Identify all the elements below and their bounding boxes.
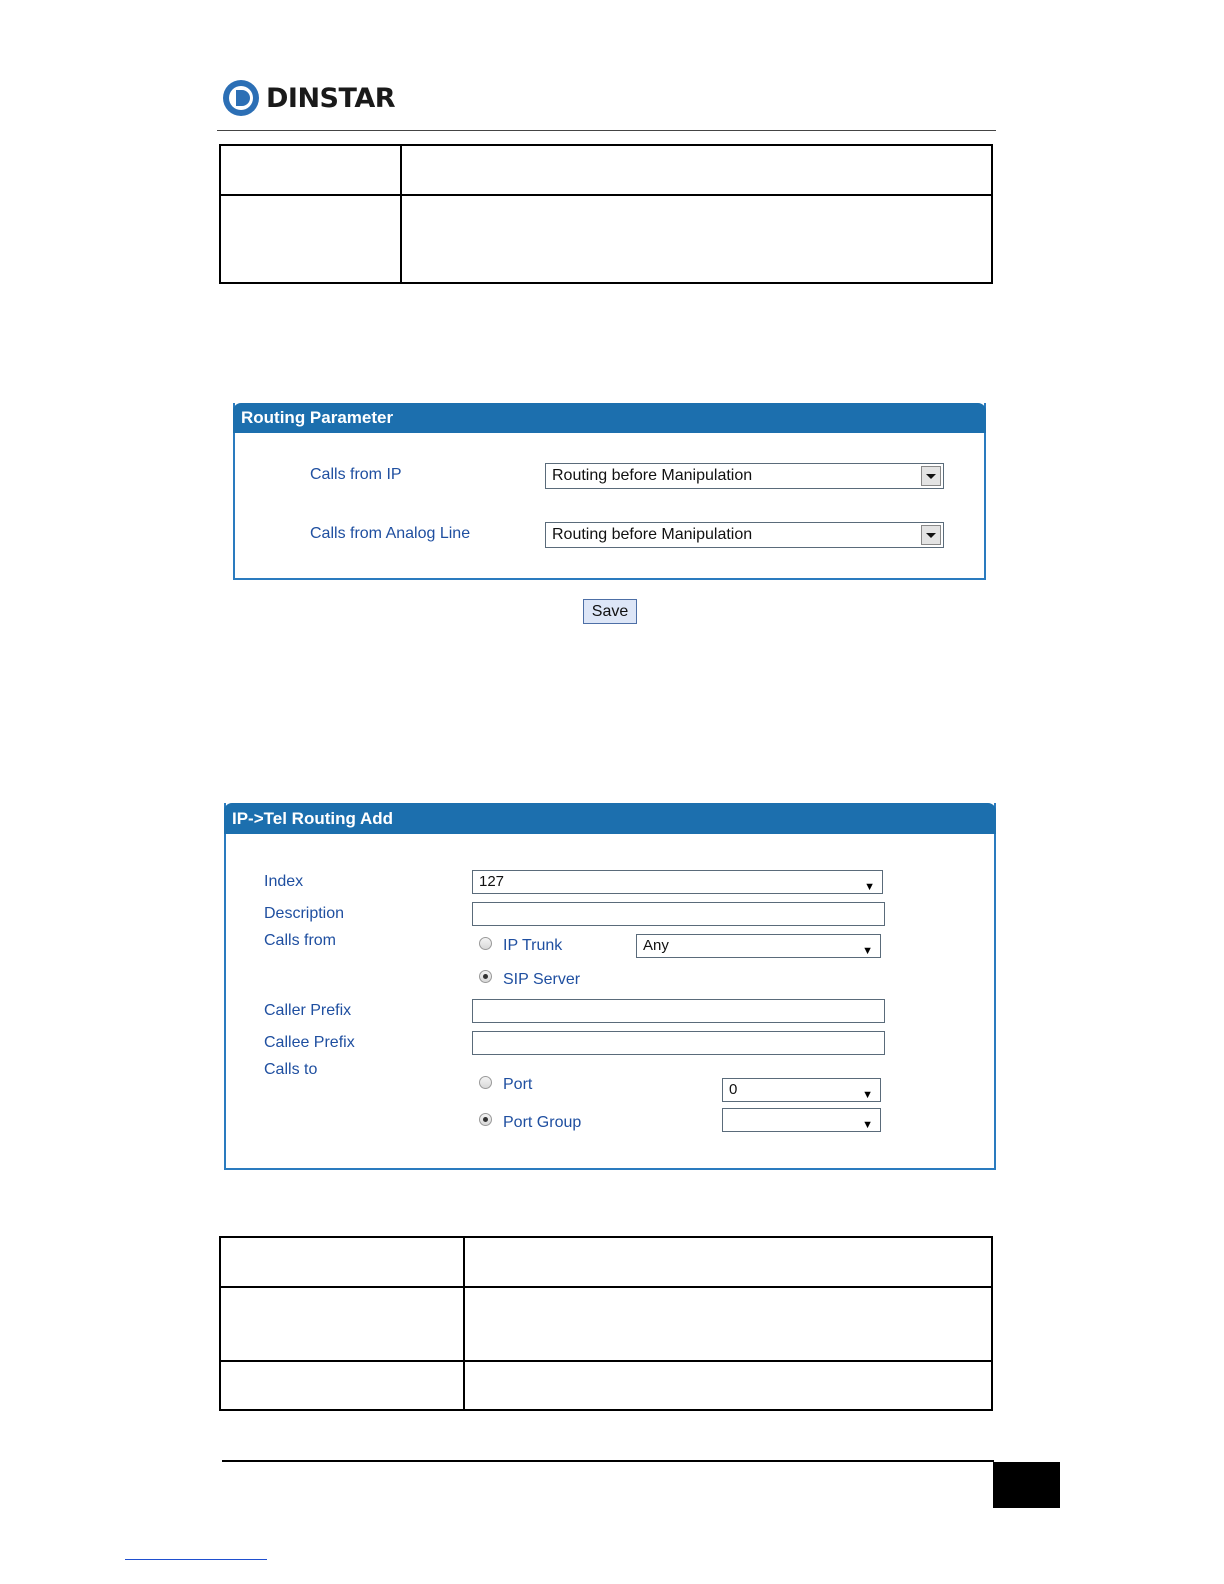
- footer-link-underline[interactable]: [125, 1559, 267, 1560]
- calls-from-analog-value: Routing before Manipulation: [552, 526, 753, 543]
- table-cell: [464, 1361, 992, 1410]
- table-cell: [220, 1361, 464, 1410]
- bottom-table: [219, 1236, 993, 1411]
- table-row: [220, 1361, 992, 1410]
- description-label: Description: [264, 905, 345, 922]
- port-group-select[interactable]: [722, 1108, 881, 1132]
- routing-parameter-panel: [233, 403, 986, 580]
- brand-name: DINSTAR: [266, 82, 396, 114]
- sip-server-label: SIP Server: [503, 971, 581, 988]
- table-cell: [401, 145, 992, 195]
- top-table: [219, 144, 993, 284]
- port-value: 0: [729, 1081, 738, 1098]
- calls-from-analog-label: Calls from Analog Line: [310, 525, 471, 542]
- calls-from-ip-select[interactable]: [545, 463, 944, 489]
- table-row: [220, 195, 992, 283]
- ip-trunk-select[interactable]: [636, 934, 881, 958]
- caller-prefix-label: Caller Prefix: [264, 1002, 352, 1019]
- table-cell: [220, 145, 401, 195]
- port-label: Port: [503, 1076, 533, 1093]
- description-input[interactable]: [472, 902, 885, 926]
- table-row: [220, 1237, 992, 1287]
- dropdown-arrow-icon[interactable]: [921, 466, 941, 486]
- save-button[interactable]: Save: [583, 599, 637, 624]
- callee-prefix-label: Callee Prefix: [264, 1034, 355, 1051]
- table-row: [220, 1287, 992, 1361]
- sip-server-radio[interactable]: [479, 970, 492, 983]
- table-cell: [464, 1287, 992, 1361]
- dropdown-arrow-icon[interactable]: ▼: [864, 881, 875, 893]
- calls-from-ip-value: Routing before Manipulation: [552, 467, 753, 484]
- index-label: Index: [264, 873, 304, 890]
- table-cell: [220, 1237, 464, 1287]
- calls-from-ip-label: Calls from IP: [310, 466, 402, 483]
- table-cell: [220, 1287, 464, 1361]
- table-row: [220, 145, 992, 195]
- port-group-label: Port Group: [503, 1114, 582, 1131]
- routing-parameter-title: Routing Parameter: [233, 403, 986, 433]
- index-value: 127: [479, 873, 505, 890]
- footer-divider: [222, 1460, 994, 1462]
- dropdown-arrow-icon[interactable]: ▼: [862, 1089, 873, 1101]
- table-cell: [220, 195, 401, 283]
- page-number-box: [993, 1462, 1060, 1508]
- table-cell: [464, 1237, 992, 1287]
- table-cell: [401, 195, 992, 283]
- caller-prefix-input[interactable]: [472, 999, 885, 1023]
- port-radio[interactable]: [479, 1076, 492, 1089]
- ip-tel-routing-title: IP->Tel Routing Add: [224, 803, 996, 834]
- port-select[interactable]: [722, 1078, 881, 1102]
- dinstar-logo: [222, 78, 395, 118]
- dinstar-logo-icon: [222, 79, 260, 117]
- dropdown-arrow-icon[interactable]: [921, 525, 941, 545]
- ip-trunk-value: Any: [643, 937, 669, 954]
- calls-to-label: Calls to: [264, 1061, 318, 1078]
- calls-from-label: Calls from: [264, 932, 337, 949]
- callee-prefix-input[interactable]: [472, 1031, 885, 1055]
- index-select[interactable]: [472, 870, 883, 894]
- port-group-radio[interactable]: [479, 1113, 492, 1126]
- calls-from-analog-select[interactable]: [545, 522, 944, 548]
- dropdown-arrow-icon[interactable]: ▼: [862, 1119, 873, 1131]
- ip-trunk-radio[interactable]: [479, 937, 492, 950]
- dropdown-arrow-icon[interactable]: ▼: [862, 945, 873, 957]
- header-divider: [217, 130, 996, 131]
- ip-trunk-label: IP Trunk: [503, 937, 563, 954]
